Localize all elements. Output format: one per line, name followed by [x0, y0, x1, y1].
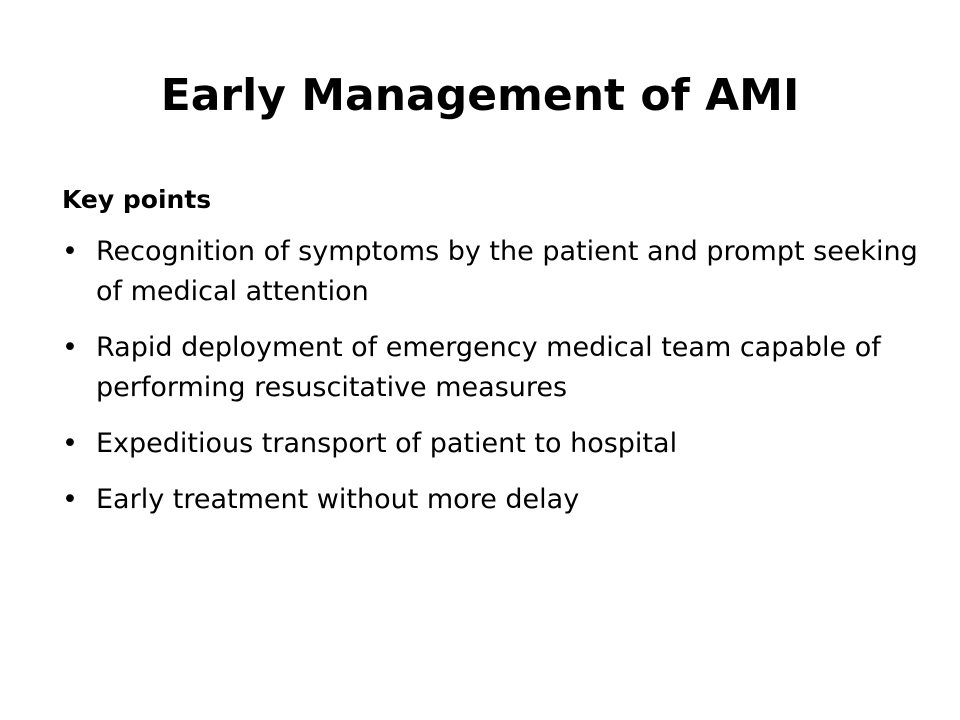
bullet-list	[62, 232, 922, 520]
bullet-item	[62, 232, 922, 312]
bullet-icon: •	[62, 428, 78, 459]
bullet-icon: •	[62, 332, 78, 363]
bullet-item	[62, 424, 922, 464]
bullet-item	[62, 480, 922, 520]
bullet-icon: •	[62, 484, 78, 515]
bullet-text: Rapid deployment of emergency medical team capable of performing resuscitative measures	[96, 332, 881, 403]
slide-body	[62, 178, 922, 536]
bullet-text: Early treatment without more delay	[96, 484, 580, 515]
bullet-text: Expeditious transport of patient to hospital	[96, 428, 678, 459]
bullet-icon: •	[62, 236, 78, 267]
bullet-item	[62, 328, 922, 408]
slide-title: Early Management of AMI	[160, 70, 800, 121]
bullet-text: Recognition of symptoms by the patient and prompt seeking of medical attention	[96, 236, 918, 307]
key-points-heading: Key points	[62, 185, 212, 214]
